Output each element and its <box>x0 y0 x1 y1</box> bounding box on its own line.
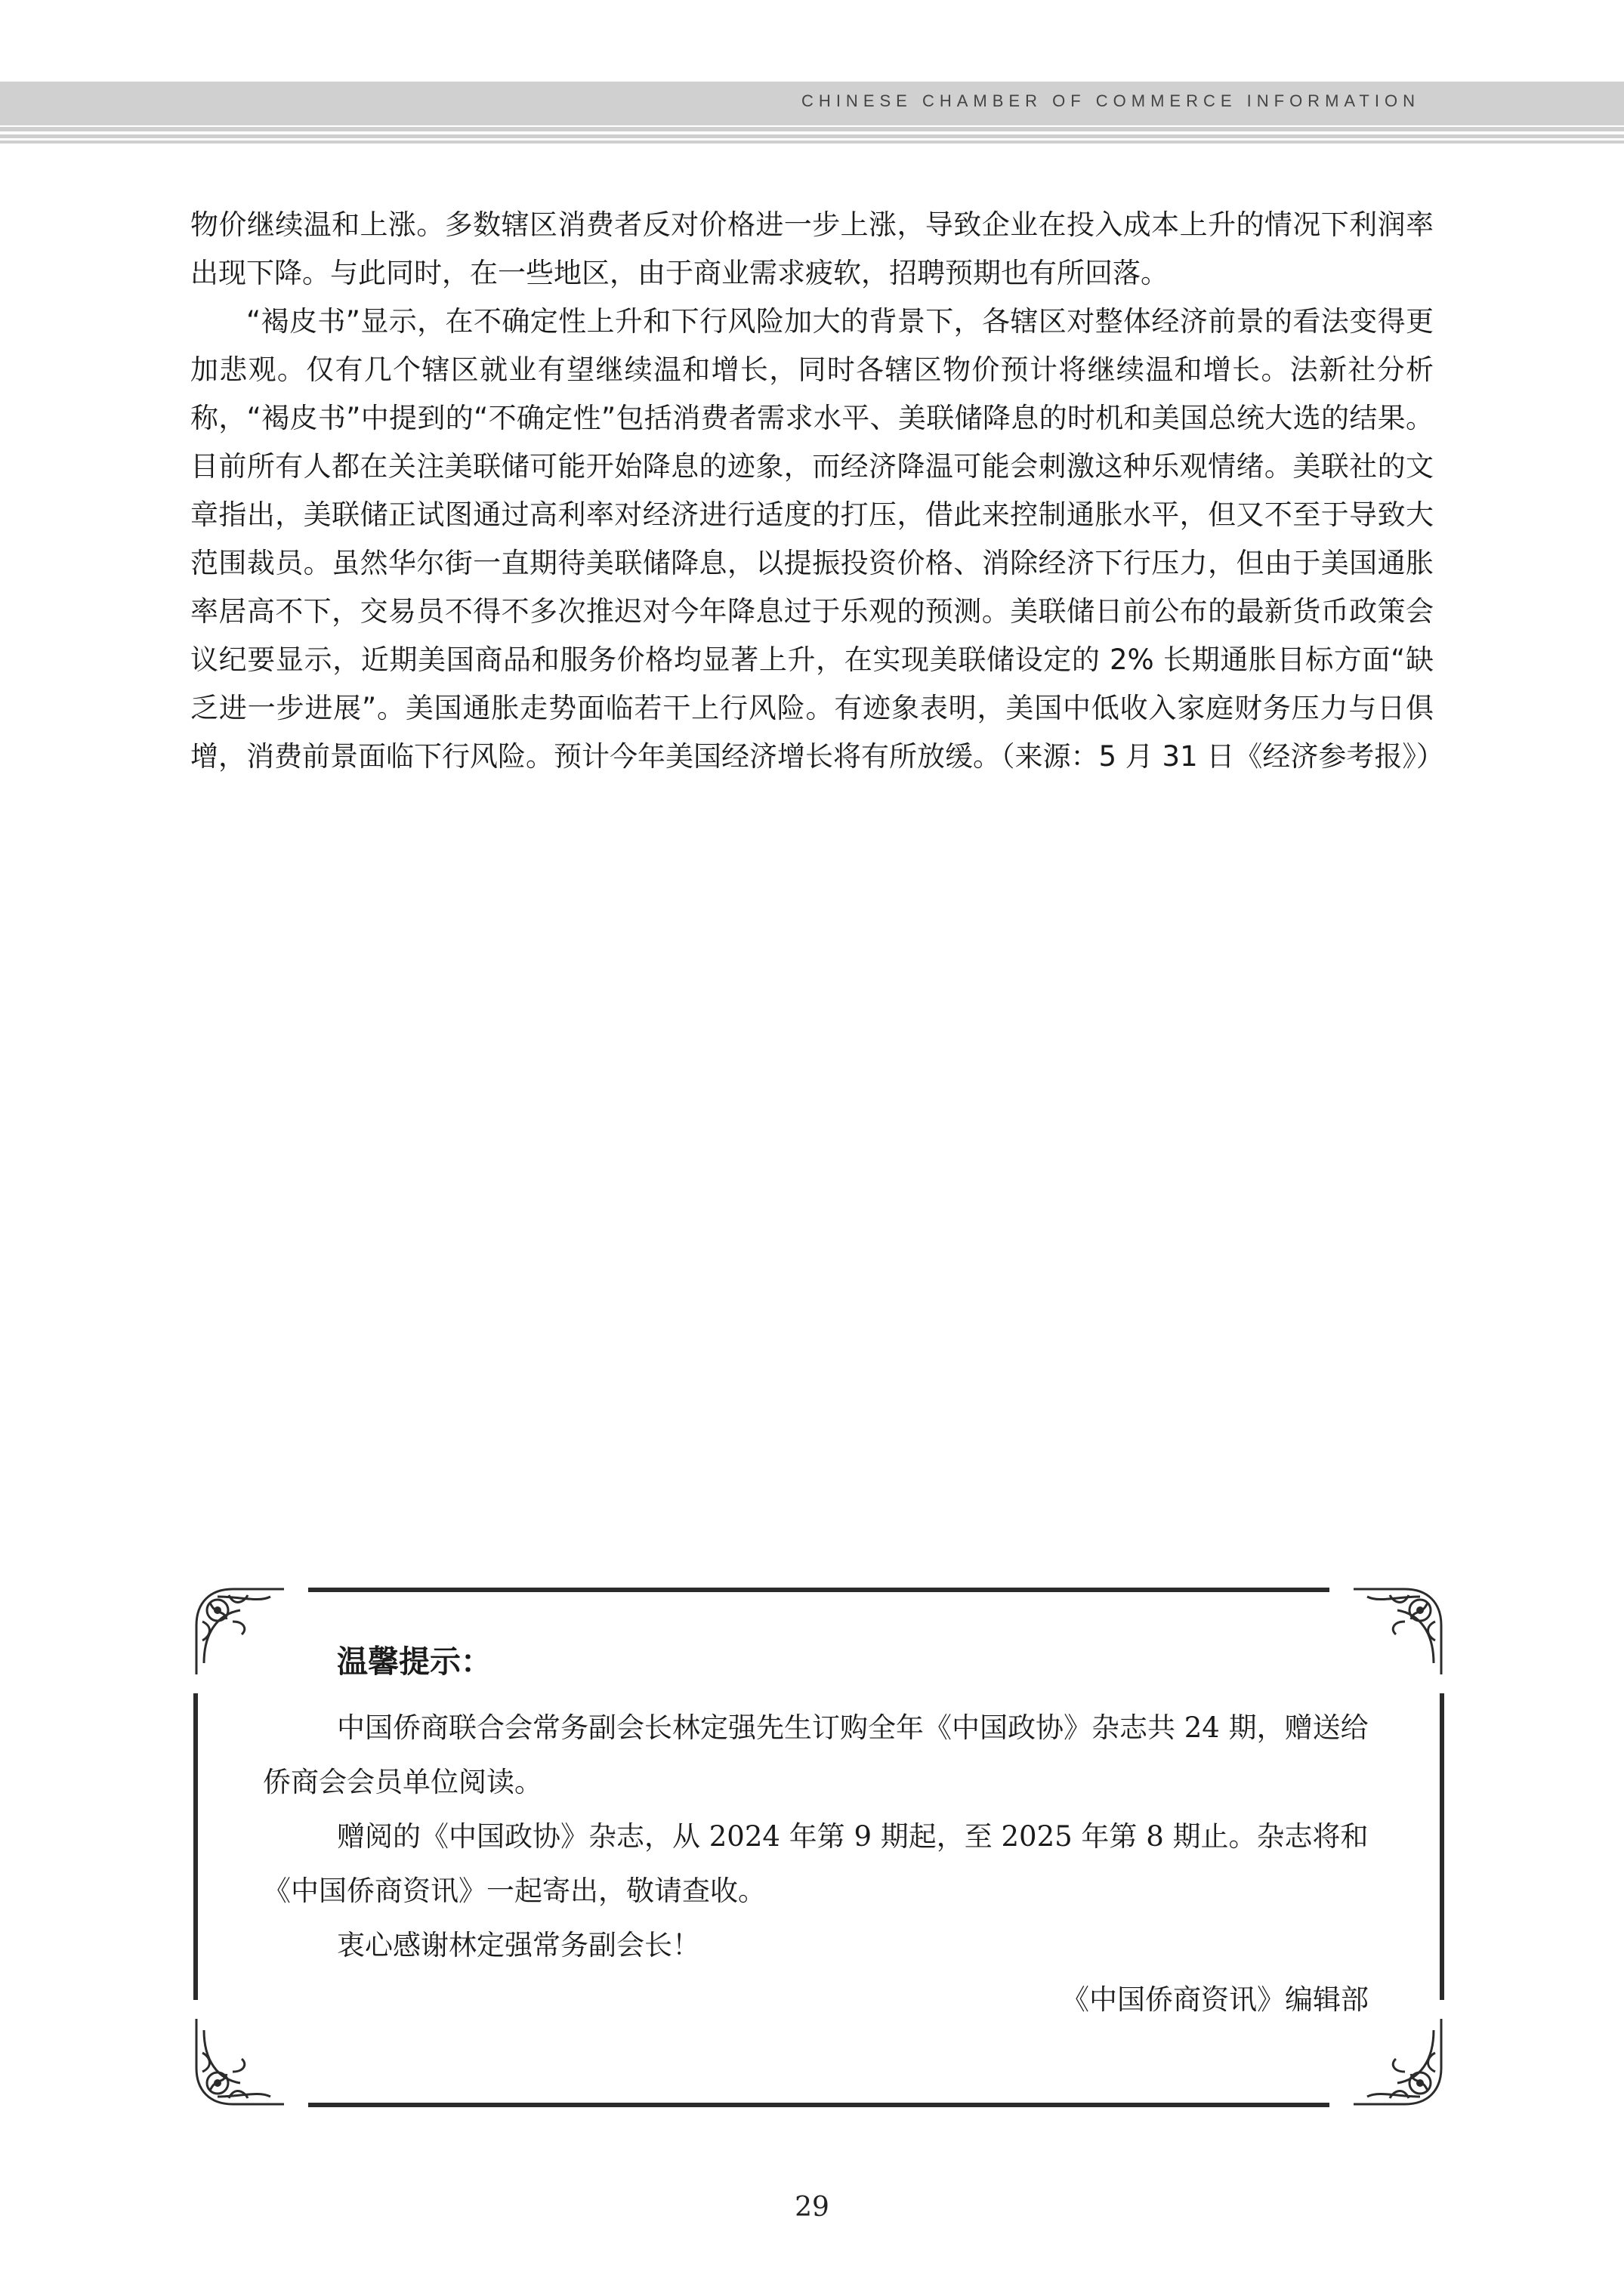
article-body <box>190 201 1444 781</box>
ornament-corner-icon <box>187 2015 286 2113</box>
notice-paragraph: 赠阅的《中国政协》杂志，从 2024 年第 9 期起，至 2025 年第 8 期止。杂志将和《中国侨商资讯》一起寄出，敬请查收。 <box>263 1820 1369 1907</box>
page-number: 29 <box>795 2192 829 2223</box>
article-paragraph: “褐皮书”显示，在不确定性上升和下行风险加大的背景下，各辖区对整体经济前景的看法变得更加悲观。仅有几个辖区就业有望继续温和增长，同时各辖区物价预计将继续温和增长。法新社分析称，“褐皮书”中提到的“不确定性”包括消费者需求水平、美联储降息的时机和美国总统大选的结果。目前所有人都在关注美联储可能开始降息的迹象，而经济降温可能会刺激这种乐观情绪。美联社的文章指出，美联储正试图通过高利率对经济进行适度的打压，借此来控制通胀水平，但又不至于导致大范围裁员。虽然华尔街一直期待美联储降息，以提振投资价格、消除经济下行压力，但由于美国通胀率居高不下，交易员不得不多次推迟对今年降息过于乐观的预测。美联储日前公布的最新货币政策会议纪要显示，近期美国商品和服务价格均显著上升，在实现美联储设定的 2% 长期通胀目标方面“缺乏进一步进展”。美国通胀走势面临若干上行风险。有迹象表明，美国中低收入家庭财务压力与日俱增，消费前景面临下行风险。预计今年美国经济增长将有所放缓。（来源：5 月 31 日《经济参考报》） <box>190 305 1444 773</box>
notice-signature: 《中国侨商资讯》编辑部 <box>1061 1983 1369 2016</box>
frame-border-left <box>193 1693 198 2000</box>
notice-box <box>263 1639 1369 2027</box>
notice-paragraph: 衷心感谢林定强常务副会长！ <box>337 1929 700 1961</box>
header-rule <box>0 134 1624 138</box>
notice-title: 温馨提示： <box>337 1643 492 1680</box>
header-band <box>0 82 1624 125</box>
frame-border-bottom <box>308 2103 1329 2107</box>
notice-paragraph: 中国侨商联合会常务副会长林定强先生订购全年《中国政协》杂志共 24 期，赠送给侨商会会员单位阅读。 <box>263 1711 1369 1798</box>
frame-border-top <box>308 1588 1329 1592</box>
ornament-corner-icon <box>1352 2015 1450 2113</box>
header-rule <box>0 127 1624 131</box>
frame-border-right <box>1440 1693 1444 2000</box>
header-rule <box>0 140 1624 144</box>
publication-title: CHINESE CHAMBER OF COMMERCE INFORMATION <box>801 91 1420 110</box>
article-paragraph: 物价继续温和上涨。多数辖区消费者反对价格进一步上涨，导致企业在投入成本上升的情况下利润率出现下降。与此同时，在一些地区，由于商业需求疲软，招聘预期也有所回落。 <box>190 208 1434 289</box>
